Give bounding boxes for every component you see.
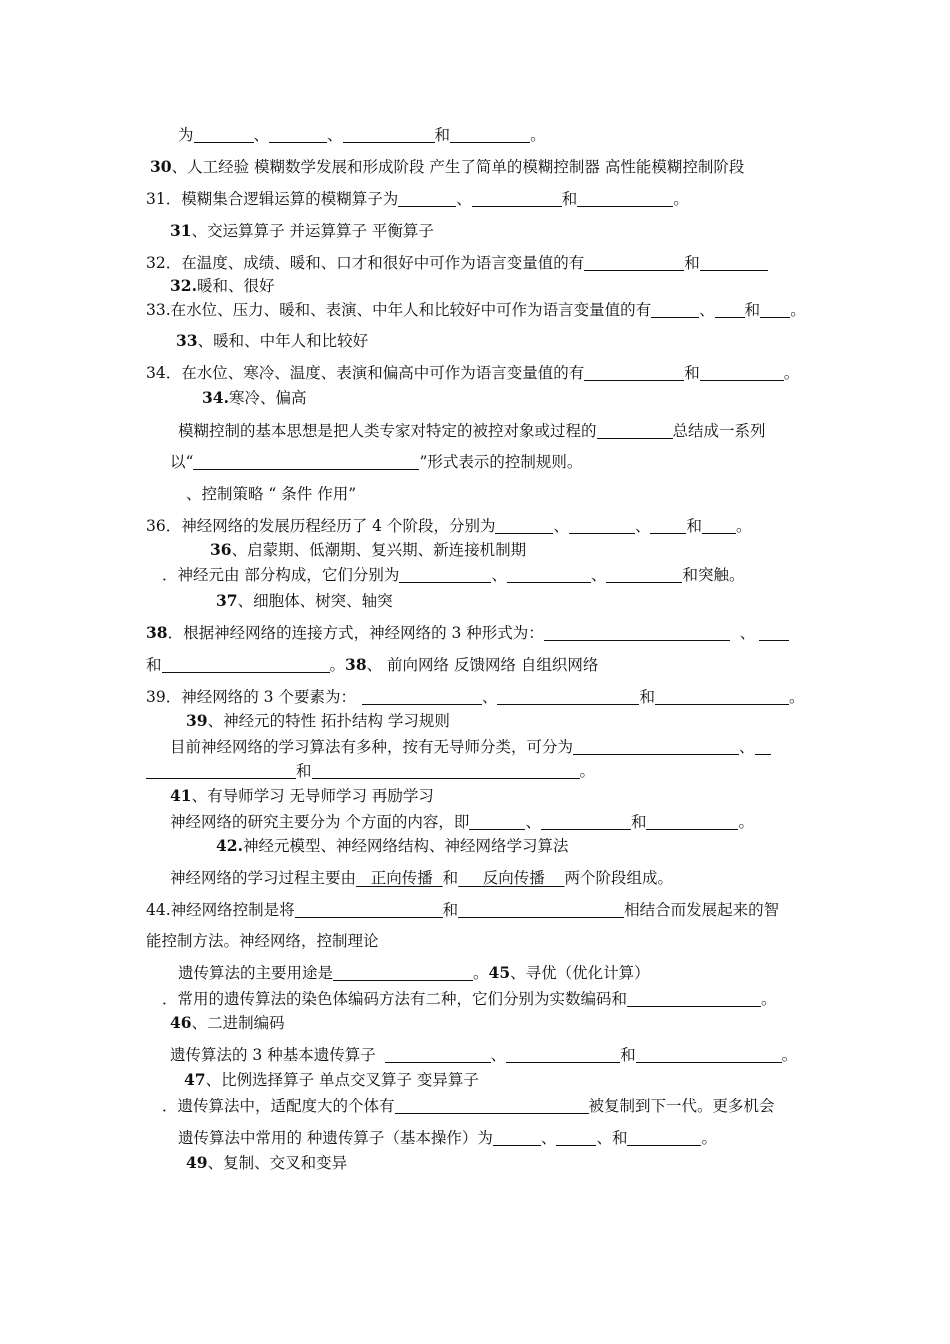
answer-number: 41 xyxy=(170,786,192,805)
answer-number: 36 xyxy=(210,540,232,559)
text: 和 xyxy=(561,190,578,208)
answer-text: 、暖和、中年人和比较好 xyxy=(197,332,369,350)
text: 。 xyxy=(530,126,546,144)
blank xyxy=(636,1046,782,1063)
blank xyxy=(544,624,730,641)
answer-number: 32. xyxy=(170,276,197,295)
answer-text: 、比例选择算子 单点交叉算子 变异算子 xyxy=(205,1071,479,1089)
blank xyxy=(556,1129,596,1146)
answer-number: 34. xyxy=(202,388,229,407)
blank xyxy=(606,566,682,583)
blank xyxy=(193,453,419,470)
text: 33.在水位、压力、暖和、表演、中年人和比较好中可作为语言变量值的有 xyxy=(146,301,652,319)
text: 。 xyxy=(701,1129,717,1147)
blank xyxy=(469,813,525,830)
answer-number: 49 xyxy=(186,1153,208,1172)
text: 以“ xyxy=(170,453,194,471)
answer-37 xyxy=(216,591,393,611)
answer-49 xyxy=(186,1153,347,1173)
text: 。 xyxy=(329,656,346,674)
text: 和 xyxy=(639,688,655,706)
question-34 xyxy=(146,363,799,383)
text: 遗传算法的 3 种基本遗传算子 xyxy=(170,1046,381,1064)
text: 。 xyxy=(788,688,805,706)
text: 、 xyxy=(491,566,507,584)
blank xyxy=(627,1129,701,1146)
answer-number: 38 xyxy=(345,655,367,674)
answer-text: 、启蒙期、低潮期、复兴期、新连接机制期 xyxy=(231,541,527,559)
blank xyxy=(655,688,789,705)
question-43 xyxy=(170,868,673,888)
answer-text: 、神经元的特性 拓扑结构 学习规则 xyxy=(207,712,450,730)
blank xyxy=(162,656,330,673)
text: 和 xyxy=(296,762,312,780)
text: ．常用的遗传算法的染色体编码方法有二种，它们分别为实数编码和 xyxy=(162,990,628,1008)
text: 、 xyxy=(253,126,270,144)
text: 。 xyxy=(579,762,596,780)
question-40-line1 xyxy=(170,737,771,757)
text: 两个阶段组成。 xyxy=(564,869,674,887)
question-33 xyxy=(146,300,806,320)
text: 。 xyxy=(790,301,806,319)
question-48 xyxy=(162,1096,775,1116)
blank xyxy=(584,364,684,381)
question-number: 38 xyxy=(146,623,168,642)
text: 总结成一系列 xyxy=(672,422,766,440)
text: ．神经元由 部分构成，它们分别为 xyxy=(162,566,400,584)
answer-34 xyxy=(202,388,306,408)
question-32 xyxy=(146,253,768,273)
text: 、和 xyxy=(596,1129,628,1147)
question-31 xyxy=(146,189,689,209)
blank xyxy=(755,738,771,755)
blank xyxy=(700,254,768,271)
text: 遗传算法的主要用途是 xyxy=(178,964,334,982)
blank xyxy=(458,901,624,918)
answer-46 xyxy=(170,1013,285,1033)
text: 和 xyxy=(744,301,761,319)
text: 、 xyxy=(553,517,569,535)
text: 、 xyxy=(634,517,651,535)
blank xyxy=(269,126,327,143)
text: 34．在水位、寒冷、温度、表演和偏高中可作为语言变量值的有 xyxy=(146,364,585,382)
blank xyxy=(495,517,553,534)
blank xyxy=(760,301,790,318)
answer-text: 、细胞体、树突、轴突 xyxy=(237,592,393,610)
text: 36．神经网络的发展历程经历了 4 个阶段，分别为 xyxy=(146,517,496,535)
blank xyxy=(759,624,789,641)
blank xyxy=(450,126,530,143)
blank xyxy=(399,566,491,583)
text: 。 xyxy=(738,813,754,831)
text: 和 xyxy=(442,901,459,919)
text: 和 xyxy=(620,1046,636,1064)
text: 神经网络的研究主要分为 个方面的内容，即 xyxy=(170,813,470,831)
answer-text: 、有导师学习 无导师学习 再励学习 xyxy=(191,787,434,805)
answer-number: 33 xyxy=(176,331,198,350)
blank xyxy=(627,990,761,1007)
question-44-line1 xyxy=(146,900,779,920)
blank xyxy=(395,1097,589,1114)
text: 神经网络的学习过程主要由 xyxy=(170,869,357,887)
blank xyxy=(507,566,591,583)
answer-text: 、交运算算子 并运算算子 平衡算子 xyxy=(191,222,434,240)
text: 相结合而发展起来的智 xyxy=(624,901,780,919)
question-35-line1 xyxy=(178,421,766,441)
blank xyxy=(646,813,738,830)
answer-text: 、人工经验 模糊数学发展和形成阶段 产生了简单的模糊控制器 高性能模糊控制阶段 xyxy=(171,158,745,176)
text: 。 xyxy=(783,364,800,382)
answer-text: 、控制策略 “ 条件 作用” xyxy=(186,485,357,503)
answer-32 xyxy=(170,276,274,296)
text: 。 xyxy=(781,1046,798,1064)
blank xyxy=(295,901,443,918)
text: 和 xyxy=(442,869,459,887)
answer-36 xyxy=(210,540,526,560)
blank xyxy=(146,762,296,779)
text: ．遗传算法中，适配度大的个体有 xyxy=(162,1097,395,1115)
answer-33 xyxy=(176,331,368,351)
answer-47 xyxy=(184,1070,479,1090)
answer-text: 神经元模型、神经网络结构、神经网络学习算法 xyxy=(242,837,569,855)
question-38-line1 xyxy=(146,623,789,643)
answer-42 xyxy=(216,836,568,856)
text: 和 xyxy=(630,813,647,831)
blank xyxy=(597,422,673,439)
answer-31 xyxy=(170,221,434,241)
answer-number: 46 xyxy=(170,1013,192,1032)
text: 和 xyxy=(686,517,702,535)
answer-text: 、二进制编码 xyxy=(191,1014,285,1032)
answer-39 xyxy=(186,711,450,731)
question-40-line2 xyxy=(146,761,595,781)
answer-underlined: 正向传播 xyxy=(356,869,443,887)
blank xyxy=(541,813,631,830)
blank xyxy=(569,517,635,534)
text: 为 xyxy=(178,126,194,144)
question-46 xyxy=(162,989,777,1009)
blank xyxy=(362,688,482,705)
blank xyxy=(715,301,745,318)
text: 、 xyxy=(739,624,756,642)
text: 39．神经网络的 3 个要素为： xyxy=(146,688,356,706)
text: ．根据神经网络的连接方式，神经网络的 3 种形式为： xyxy=(167,624,544,642)
blank xyxy=(312,762,580,779)
blank xyxy=(702,517,736,534)
text: 、 xyxy=(490,1046,507,1064)
text: 模糊控制的基本思想是把人类专家对特定的被控对象或过程的 xyxy=(178,422,597,440)
text: 。 xyxy=(761,990,777,1008)
text: 能控制方法。神经网络，控制理论 xyxy=(146,932,379,950)
question-49 xyxy=(178,1128,717,1148)
blank xyxy=(472,190,562,207)
blank xyxy=(398,190,456,207)
question-38-line2 xyxy=(146,655,598,675)
text: 和突触。 xyxy=(682,566,745,584)
text: 44.神经网络控制是将 xyxy=(146,901,295,919)
text: 、 xyxy=(699,301,715,319)
answer-number: 30 xyxy=(150,157,172,176)
answer-number: 31 xyxy=(170,221,192,240)
answer-35 xyxy=(186,484,356,504)
answer-underlined: 反向传播 xyxy=(458,869,565,887)
answer-text: 寒冷、偏高 xyxy=(228,389,307,407)
blank xyxy=(700,364,784,381)
text: 遗传算法中常用的 种遗传算子（基本操作）为 xyxy=(178,1129,493,1147)
answer-number: 47 xyxy=(184,1070,206,1089)
blank xyxy=(584,254,684,271)
answer-text: 、 前向网络 反馈网络 自组织网络 xyxy=(366,656,599,674)
text: 、 xyxy=(590,566,607,584)
text: 目前神经网络的学习算法有多种，按有无导师分类，可分为 xyxy=(170,738,574,756)
text: 。 xyxy=(736,517,752,535)
answer-41 xyxy=(170,786,434,806)
text: 、 xyxy=(540,1129,557,1147)
question-37 xyxy=(162,565,744,585)
question-29-line xyxy=(178,125,546,145)
answer-number: 45 xyxy=(488,963,511,982)
blank xyxy=(333,964,473,981)
blank xyxy=(194,126,254,143)
answer-30 xyxy=(150,157,744,177)
text: 和 xyxy=(684,254,700,272)
question-47 xyxy=(170,1045,797,1065)
blank xyxy=(497,688,639,705)
blank xyxy=(385,1046,491,1063)
question-44-line2 xyxy=(146,931,379,951)
answer-text: 、寻优（优化计算） xyxy=(510,964,650,982)
question-42 xyxy=(170,812,754,832)
text: 32．在温度、成绩、暖和、口才和很好中可作为语言变量值的有 xyxy=(146,254,585,272)
text: 被复制到下一代。更多机会 xyxy=(588,1097,775,1115)
text: 。 xyxy=(673,190,689,208)
blank xyxy=(573,738,739,755)
text: 、 xyxy=(739,738,755,756)
text: ”形式表示的控制规则。 xyxy=(419,453,583,471)
text: 、 xyxy=(525,813,541,831)
text: 、 xyxy=(456,190,472,208)
answer-number: 37 xyxy=(216,591,238,610)
question-39 xyxy=(146,687,805,707)
text: 和 xyxy=(684,364,700,382)
question-35-line2 xyxy=(170,452,582,472)
answer-number: 39 xyxy=(186,711,208,730)
blank xyxy=(506,1046,620,1063)
question-36 xyxy=(146,516,752,536)
blank xyxy=(651,301,699,318)
blank xyxy=(493,1129,541,1146)
answer-text: 暖和、很好 xyxy=(196,277,275,295)
text: 、 xyxy=(327,126,343,144)
text: 和 xyxy=(434,126,451,144)
text: 和 xyxy=(146,656,162,674)
question-45 xyxy=(178,963,650,983)
blank xyxy=(577,190,673,207)
text: 、 xyxy=(481,688,498,706)
text: 31．模糊集合逻辑运算的模糊算子为 xyxy=(146,190,399,208)
blank xyxy=(650,517,686,534)
answer-number: 42. xyxy=(216,836,243,855)
blank xyxy=(343,126,435,143)
text: 。 xyxy=(473,964,489,982)
answer-text: 、复制、交叉和变异 xyxy=(207,1154,348,1172)
